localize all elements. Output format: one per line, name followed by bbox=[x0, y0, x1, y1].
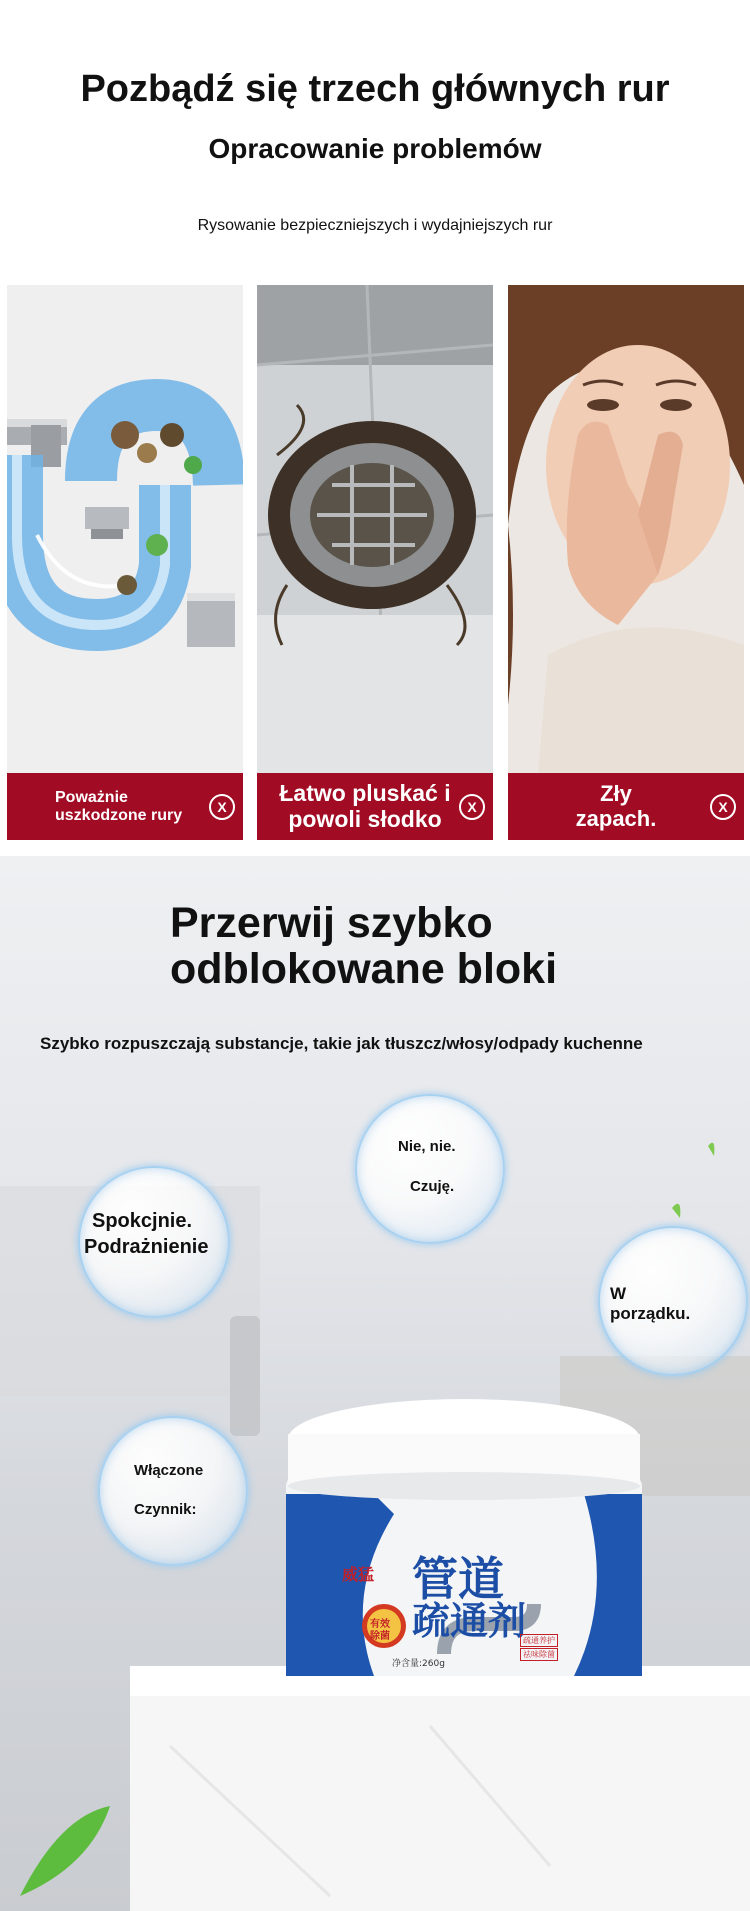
bubble-text-line1: Nie, nie. bbox=[398, 1138, 456, 1155]
product-section bbox=[0, 856, 750, 1911]
net-weight: 净含量:260g bbox=[392, 1659, 445, 1669]
product-tag: 祛味除菌 bbox=[520, 1648, 558, 1661]
problem-label bbox=[257, 773, 493, 840]
clogged-drain-photo bbox=[257, 285, 493, 773]
brand-logo: 威猛 bbox=[342, 1565, 375, 1584]
bubble-text-line1: W bbox=[610, 1284, 627, 1303]
bubble-text-line2: Czuję. bbox=[410, 1178, 455, 1195]
bubble-text-line2: Czynnik: bbox=[134, 1501, 197, 1518]
product-tag: 疏通养护 bbox=[520, 1634, 558, 1647]
problem-label-line1: Łatwo pluskać i bbox=[279, 780, 451, 807]
badge-line1: 有效 bbox=[370, 1619, 390, 1630]
feature-bubble bbox=[98, 1416, 248, 1566]
problem-label-line2: zapach. bbox=[575, 805, 657, 831]
product-name-line1: 管道 bbox=[412, 1552, 504, 1606]
badge-line2: 除菌 bbox=[370, 1631, 390, 1642]
display-pedestal bbox=[130, 1666, 750, 1911]
heading-line2: odblokowane bloki bbox=[170, 945, 558, 993]
bubble-text-line1: Spokcjnie. bbox=[92, 1210, 193, 1232]
close-icon: X bbox=[209, 794, 235, 820]
bubble-text-line2: porządku. bbox=[610, 1304, 691, 1323]
close-icon: X bbox=[459, 794, 485, 820]
bubble-text-line2: Podrażnienie bbox=[84, 1236, 209, 1258]
problem-label-line1: Zły bbox=[600, 781, 632, 807]
product-jar bbox=[284, 1394, 644, 1684]
heading-line1: Przerwij szybko bbox=[170, 899, 493, 947]
section-heading bbox=[170, 900, 730, 992]
problem-card-drain bbox=[257, 285, 493, 840]
section-title: Pozbądź się trzech głównych rur bbox=[80, 68, 670, 110]
woman-holding-nose-photo bbox=[508, 285, 744, 773]
product-name-line2: 疏通剂 bbox=[412, 1599, 527, 1643]
problem-label-line2: uszkodzone rury bbox=[55, 806, 183, 824]
problem-card-smell bbox=[508, 285, 744, 840]
bubble-text-line1: Włączone bbox=[134, 1462, 204, 1479]
problem-label-line1: Poważnie bbox=[55, 788, 128, 806]
section-subtitle: Szybko rozpuszczają substancje, takie jak tłuszcz/włosy/odpady kuchenne bbox=[40, 1034, 643, 1053]
problems-section bbox=[0, 0, 750, 856]
pipe-illustration bbox=[7, 285, 243, 773]
problem-label-line2: powoli słodko bbox=[288, 805, 442, 832]
section-subtitle: Rysowanie bezpieczniejszych i wydajniejszych rur bbox=[197, 217, 553, 234]
problem-card-pipe bbox=[7, 285, 243, 840]
section-title-secondary: Opracowanie problemów bbox=[208, 133, 542, 164]
feature-bubble bbox=[355, 1094, 505, 1244]
problem-label bbox=[508, 773, 744, 840]
close-icon: X bbox=[710, 794, 736, 820]
problem-label bbox=[7, 773, 243, 840]
